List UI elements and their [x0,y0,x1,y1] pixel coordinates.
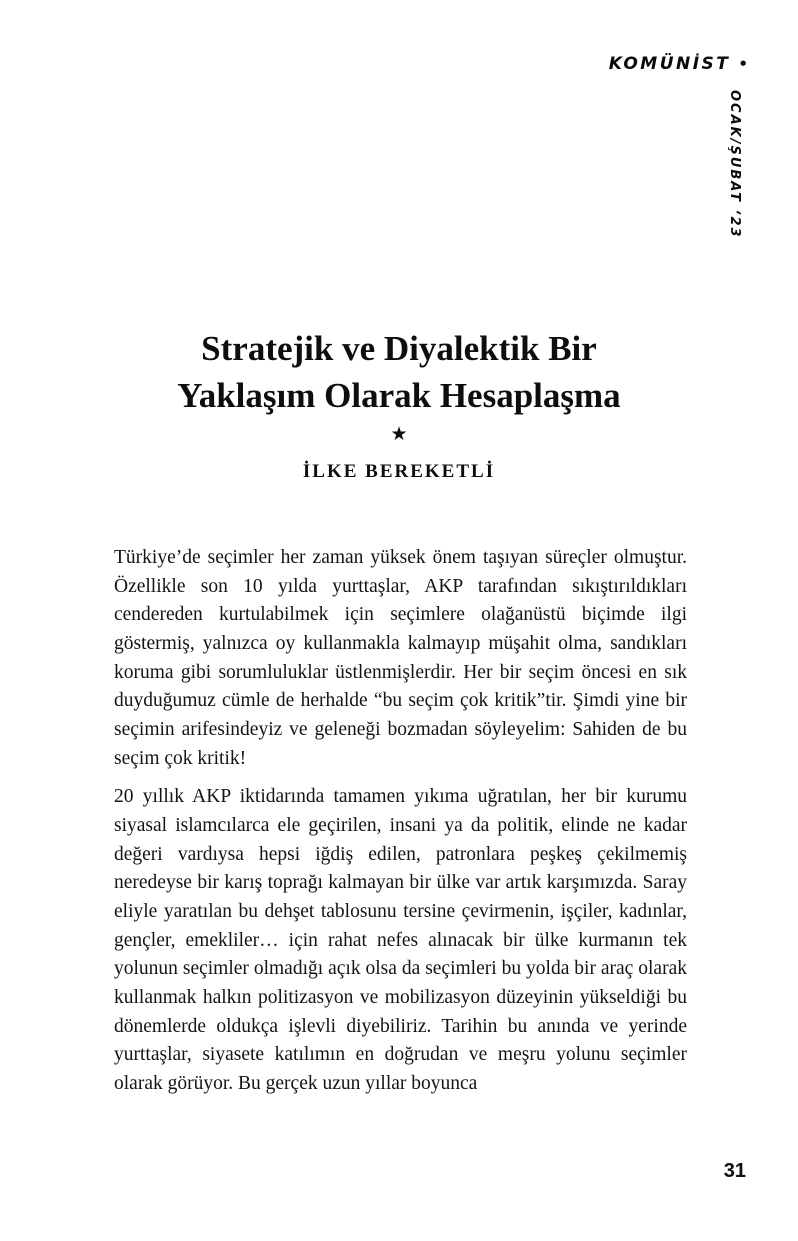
issue-label: OCAK/ŞUBAT ‘23 [727,90,742,239]
masthead-bullet: • [738,55,748,73]
article-title [0,326,798,419]
star-divider-icon: ★ [390,424,408,445]
article-body [114,544,687,1098]
masthead [609,54,748,74]
page-number: 31 [723,1160,746,1182]
paragraph-1: Türkiye’de seçimler her zaman yüksek önem taşıyan süreçler olmuştur. Özellikle son 10 yılda yurttaşlar, AKP tarafından sıkıştırıldıkları cendereden kurtulabilmek için seçimlere olağanüstü biçimde ilgi göstermiş, yalnızca oy kullanmakla kalmayıp müşahit olma, sandıkları koruma gibi sorumluluklar üstlenmişlerdir. Her bir seçim öncesi en sık duyduğumuz cümle de herhalde “bu seçim çok kritik”tir. Şimdi yine bir seçimin arifesindeyiz ve geleneği bozmadan söyleyelim: Sahiden de bu seçim çok kritik! [114,547,687,769]
paragraph-2: 20 yıllık AKP iktidarında tamamen yıkıma uğratılan, her bir kurumu siyasal islamcılarca ele geçirilen, insani ya da politik, elinde ne kadar değeri vardıysa hepsi iğdiş edilen, patronlara peşkeş çekilmemiş neredeyse bir karış toprağı kalmayan bir ülke var artık karşımızda. Saray eliyle yaratılan bu dehşet tablosunu tersine çevirmenin, işçiler, kadınlar, gençler, emekliler… için rahat nefes alınacak bir ülke kurmanın tek yolunun seçimler olmadığı açık olsa da seçimleri bu yolda bir araç olarak kullanmak halkın politizasyon ve mobilizasyon düzeyinin yükseldiği bu dönemlerde oldukça işlevli diyebiliriz. Tarihin bu anında ve yerinde yurttaşlar, siyasete katılımın en doğrudan ve meşru yolunu seçimler olarak görüyor. Bu gerçek uzun yıllar boyunca [114,786,687,1094]
magazine-title: KOMÜNİST [608,54,731,74]
article-title-line-1: Stratejik ve Diyalektik Bir [201,329,597,368]
author-name: İLKE BEREKETLİ [302,461,496,482]
article-title-line-2: Yaklaşım Olarak Hesaplaşma [177,375,621,415]
